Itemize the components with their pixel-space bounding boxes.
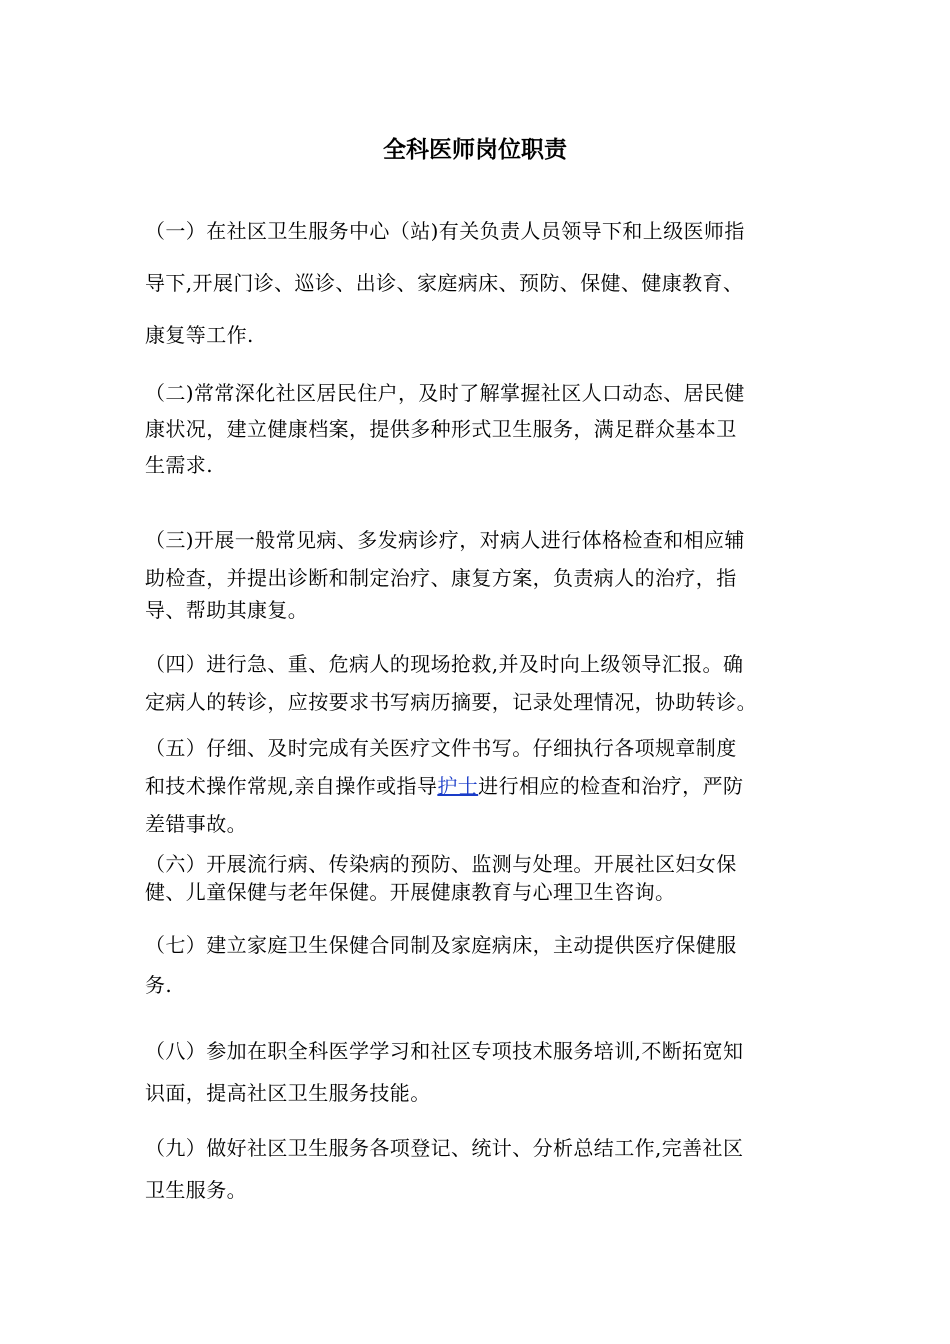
paragraph-line: （四）进行急、重、危病人的现场抢救,并及时向上级领导汇报。确 (145, 652, 744, 676)
paragraph-line: 导、帮助其康复。 (145, 598, 309, 622)
paragraph-line: 康状况，建立健康档案，提供多种形式卫生服务，满足群众基本卫 (145, 417, 737, 441)
paragraph-line: （六）开展流行病、传染病的预防、监测与处理。开展社区妇女保 (145, 852, 737, 876)
paragraph-line: （三)开展一般常见病、多发病诊疗，对病人进行体格检查和相应辅 (145, 528, 745, 552)
paragraph-4 (145, 645, 807, 721)
paragraph-7 (145, 925, 807, 1005)
paragraph-6 (145, 850, 807, 906)
paragraph-line: 识面，提高社区卫生服务技能。 (145, 1081, 431, 1105)
paragraph-2 (145, 375, 807, 483)
paragraph-line: （一）在社区卫生服务中心（站)有关负责人员领导下和上级医师指 (145, 219, 745, 243)
paragraph-8 (145, 1030, 807, 1114)
paragraph-5 (145, 729, 807, 843)
paragraph-line: 健、儿童保健与老年保健。开展健康教育与心理卫生咨询。 (145, 880, 676, 904)
paragraph-line: 差错事故。 (145, 812, 247, 836)
paragraph-text: 和技术操作常规,亲自操作或指导 (145, 774, 438, 798)
paragraph-line: （七）建立家庭卫生保健合同制及家庭病床，主动提供医疗保健服 (145, 933, 737, 957)
paragraph-line: （八）参加在职全科医学学习和社区专项技术服务培训,不断拓宽知 (145, 1039, 744, 1063)
paragraph-line: 导下,开展门诊、巡诊、出诊、家庭病床、预防、保健、健康教育、 (145, 271, 744, 295)
paragraph-1 (145, 205, 807, 361)
paragraph-line: （二)常常深化社区居民住户，及时了解掌握社区人口动态、居民健 (145, 381, 745, 405)
paragraph-line: 助检查，并提出诊断和制定治疗、康复方案，负责病人的治疗，指 (145, 566, 737, 590)
paragraph-9 (145, 1127, 807, 1211)
paragraph-line: （五）仔细、及时完成有关医疗文件书写。仔细执行各项规章制度 (145, 736, 737, 760)
document-title: 全科医师岗位职责 (383, 136, 567, 163)
paragraph-line: 卫生服务。 (145, 1178, 247, 1202)
paragraph-line: 定病人的转诊，应按要求书写病历摘要，记录处理情况，协助转诊。 (145, 690, 757, 714)
paragraph-line (145, 767, 807, 805)
paragraph-line: 生需求. (145, 453, 213, 477)
paragraph-line: 康复等工作. (145, 323, 254, 347)
paragraph-3 (145, 522, 807, 622)
nurse-link[interactable]: 护士 (437, 774, 479, 798)
paragraph-text: 进行相应的检查和治疗，严防 (478, 774, 744, 798)
paragraph-line: （九）做好社区卫生服务各项登记、统计、分析总结工作,完善社区 (145, 1136, 744, 1160)
paragraph-line: 务. (145, 973, 173, 997)
